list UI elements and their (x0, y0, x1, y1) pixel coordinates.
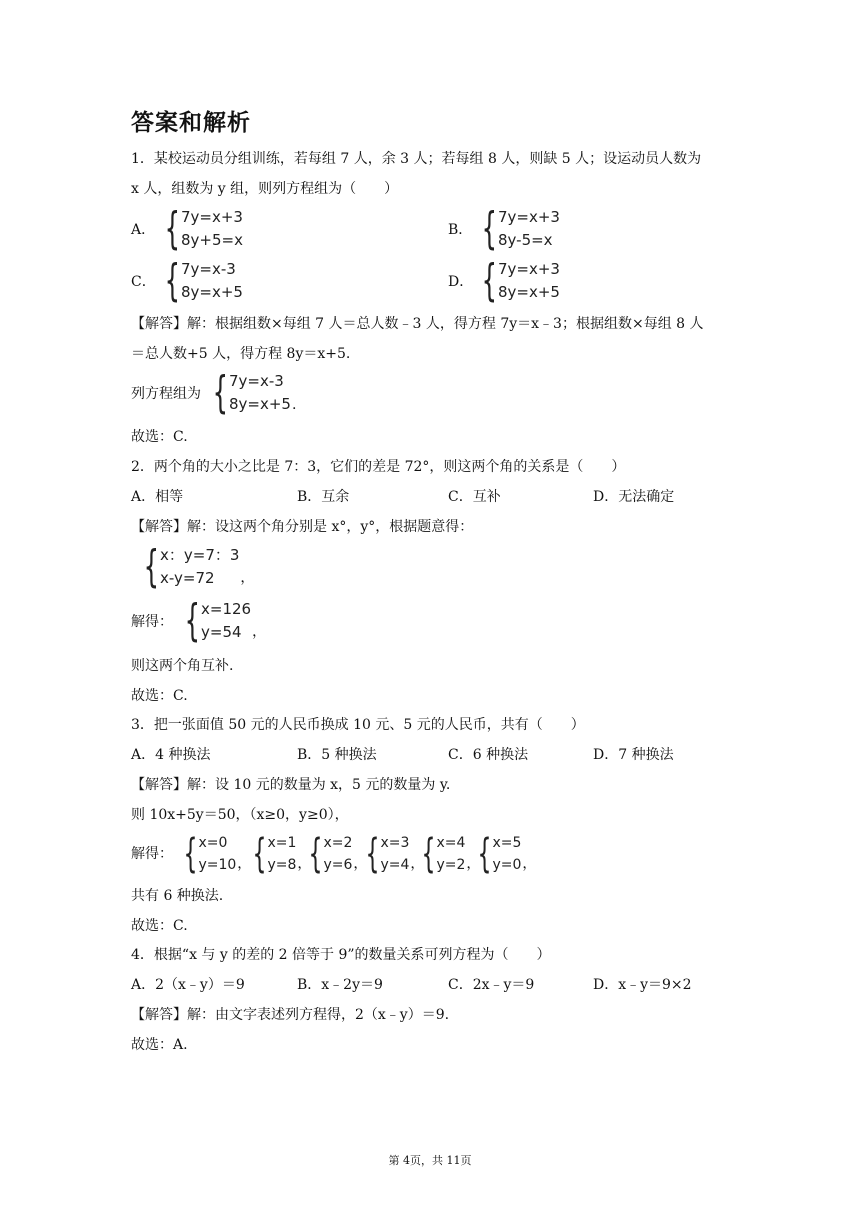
brace-icon: { (164, 203, 180, 254)
q3-stem: 3．把一张面值 50 元的人民币换成 10 元、5 元的人民币，共有（ ） (131, 717, 585, 733)
brace-icon: { (308, 831, 323, 877)
equation-row: x=2 (323, 835, 353, 851)
equation-row: y=2 (436, 857, 466, 873)
equation-row: y=6 (323, 857, 353, 873)
equation-row: x=1 (267, 835, 297, 851)
q2-conclusion: 则这两个角互补. (131, 658, 234, 674)
equation-row: y=54 (201, 623, 242, 641)
equation-row: 7y=x+3 (181, 208, 243, 226)
q2-option-c: C．互补 (448, 489, 501, 505)
q2-option-b: B．互余 (297, 489, 350, 505)
equation-row: x=0 (198, 835, 228, 851)
page-number-footer: 第 4页，共 11页 (388, 1154, 472, 1167)
q2-option-d: D．无法确定 (593, 489, 675, 505)
equation-row: 8y-5=x (498, 231, 553, 249)
page-heading: 答案和解析 (131, 110, 251, 136)
q1-option-d-system (469, 255, 560, 306)
q4-option-b: B．x﹣2y＝9 (297, 977, 383, 993)
q4-option-c: C．2x﹣y＝9 (448, 977, 535, 993)
q3-solution-1 (172, 832, 251, 876)
q3-solve-label: 解得： (131, 846, 173, 862)
brace-icon: { (481, 255, 497, 306)
q1-stem-line2: x 人，组数为 y 组，则列方程组为（ ） (131, 181, 399, 197)
punctuation: ， (297, 856, 312, 872)
q4-option-d: D．x﹣y＝9×2 (593, 977, 692, 993)
equation-row: 8y=x+5 (229, 395, 291, 413)
q4-option-a: A．2（x﹣y）＝9 (131, 977, 245, 993)
brace-icon: { (481, 203, 497, 254)
equation-row: 7y=x-3 (229, 372, 284, 390)
q1-option-d-letter: D． (448, 274, 474, 290)
punctuation: ， (522, 856, 537, 872)
q2-solution-line1: 【解答】解：设这两个角分别是 x°，y°，根据题意得： (131, 519, 474, 535)
brace-icon: { (252, 831, 267, 877)
q3-solution-6 (466, 832, 536, 876)
q3-solution-line1: 【解答】解：设 10 元的数量为 x，5 元的数量为 y. (131, 777, 451, 793)
brace-icon: { (365, 831, 380, 877)
q1-option-c-letter: C． (131, 274, 156, 290)
equation-row: x-y=72 (160, 569, 215, 587)
q1-option-a-system (152, 203, 243, 254)
brace-icon: { (421, 831, 436, 877)
equation-row: x=126 (201, 600, 252, 618)
punctuation: ， (240, 570, 255, 586)
equation-row: y=4 (380, 857, 410, 873)
brace-icon: { (477, 831, 492, 877)
q1-option-c-system (152, 255, 243, 306)
q3-option-c: C．6 种换法 (448, 747, 529, 763)
equation-row: x=4 (436, 835, 466, 851)
q2-stem: 2．两个角的大小之比是 7：3，它们的差是 72°，则这两个角的关系是（ ） (131, 459, 626, 475)
brace-icon: { (212, 367, 228, 418)
q3-option-b: B．5 种换法 (297, 747, 377, 763)
equation-row: y=0 (492, 857, 522, 873)
brace-icon: { (184, 595, 200, 646)
q2-equation-system (131, 541, 255, 592)
q4-choice: 故选：A. (131, 1037, 188, 1053)
q3-choice: 故选：C. (131, 918, 188, 934)
equation-row: 8y=x+5 (498, 283, 560, 301)
q1-solution-line1: 【解答】解：根据组数×每组 7 人＝总人数﹣3 人，得方程 7y＝x﹣3；根据组数×每组 8 人 (131, 316, 704, 332)
punctuation: ， (252, 624, 267, 640)
punctuation: . (291, 397, 297, 413)
equation-row: 7y=x+3 (498, 260, 560, 278)
q3-option-d: D．7 种换法 (593, 747, 674, 763)
punctuation: ， (410, 856, 425, 872)
q1-stem-line1: 1．某校运动员分组训练，若每组 7 人，余 3 人；若每组 8 人，则缺 5 人；设运动员人数为 (131, 151, 702, 167)
q1-solution-line2: ＝总人数+5 人，得方程 8y＝x+5. (131, 346, 351, 362)
q4-stem: 4．根据“x 与 y 的差的 2 倍等于 9”的数量关系可列方程为（ ） (131, 947, 551, 963)
q3-solution-line2: 则 10x+5y＝50，（x≥0，y≥0）， (131, 807, 349, 823)
equation-row: 7y=x-3 (181, 260, 236, 278)
q1-option-b-system (469, 203, 560, 254)
q3-conclusion: 共有 6 种换法. (131, 888, 224, 904)
q1-solution-system (200, 367, 297, 418)
q2-solve-label: 解得： (131, 614, 173, 630)
brace-icon: { (183, 831, 198, 877)
punctuation: ， (237, 856, 252, 872)
q3-option-a: A．4 种换法 (131, 747, 211, 763)
equation-row: y=10 (198, 857, 237, 873)
q1-choice: 故选：C. (131, 429, 188, 445)
q1-option-a-letter: A． (131, 222, 156, 238)
q1-option-b-letter: B． (448, 222, 473, 238)
equation-row: 7y=x+3 (498, 208, 560, 226)
equation-row: x=5 (492, 835, 522, 851)
equation-row: x=3 (380, 835, 410, 851)
punctuation: ， (353, 856, 368, 872)
q1-system-label: 列方程组为 (131, 386, 201, 402)
equation-row: 8y=x+5 (181, 283, 243, 301)
brace-icon: { (164, 255, 180, 306)
q2-option-a: A．相等 (131, 489, 184, 505)
brace-icon: { (143, 541, 159, 592)
punctuation: ， (466, 856, 481, 872)
q2-choice: 故选：C. (131, 688, 188, 704)
equation-row: x：y=7：3 (160, 546, 240, 564)
equation-row: 8y+5=x (181, 231, 243, 249)
q4-solution-line1: 【解答】解：由文字表述列方程得，2（x﹣y）＝9. (131, 1007, 450, 1023)
equation-row: y=8 (267, 857, 297, 873)
q2-solution-system (172, 595, 267, 646)
